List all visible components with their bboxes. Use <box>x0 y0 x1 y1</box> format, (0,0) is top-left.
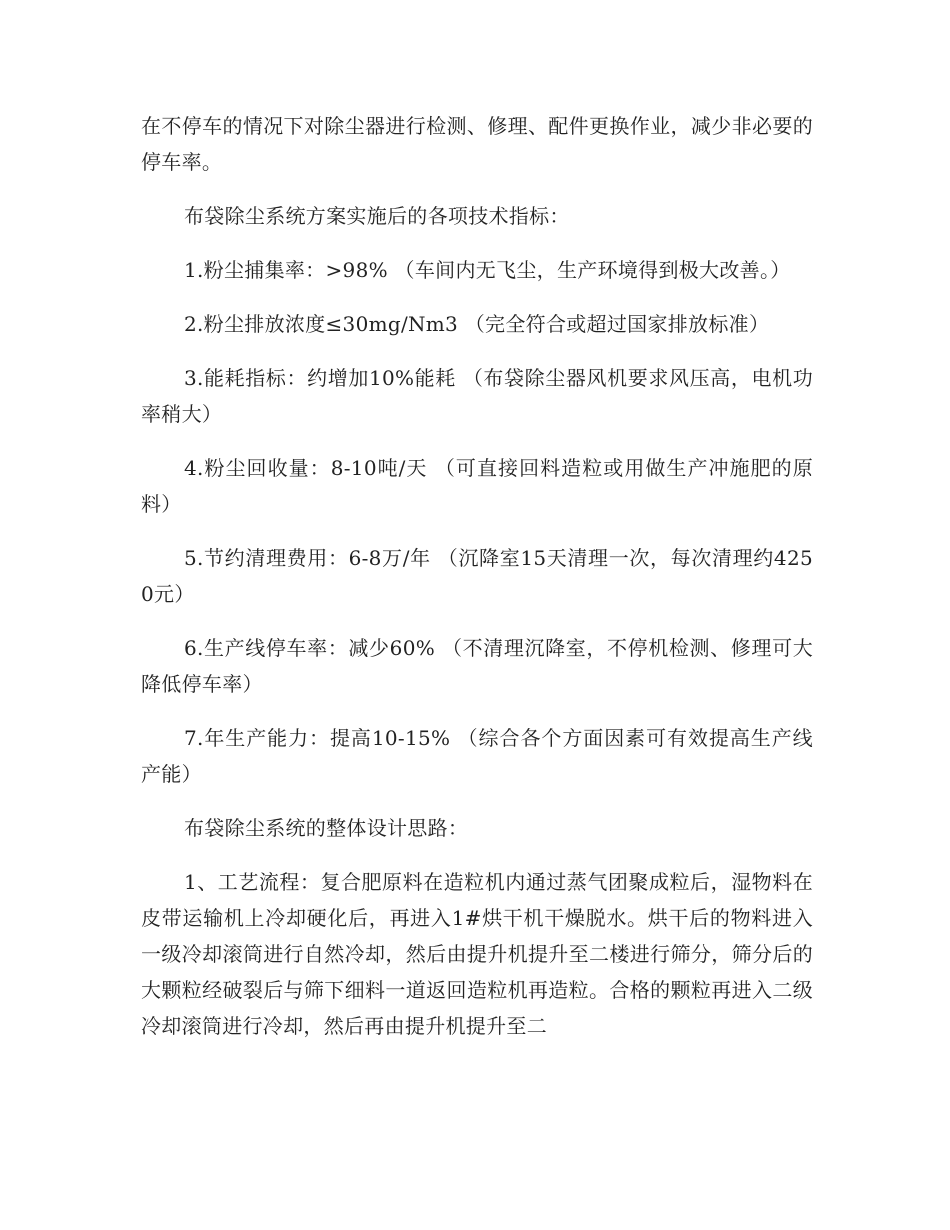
indicator-annual-capacity: 7.年生产能力：提高10-15% （综合各个方面因素可有效提高生产线产能） <box>141 726 813 786</box>
section-heading-design-concept: 布袋除尘系统的整体设计思路： <box>184 816 469 840</box>
paragraph-continuation: 在不停车的情况下对除尘器进行检测、修理、配件更换作业，减少非必要的停车率。 <box>141 114 813 174</box>
indicator-cleaning-cost-savings: 5.节约清理费用：6-8万/年 （沉降室15天清理一次，每次清理约4250元） <box>141 546 813 606</box>
document-body <box>141 108 813 1044</box>
paragraph-process-flow: 1、工艺流程：复合肥原料在造粒机内通过蒸气团聚成粒后，湿物料在皮带运输机上冷却硬化后，再进入1#烘干机干燥脱水。烘干后的物料进入一级冷却滚筒进行自然冷却，然后由提升机提升至二楼进行筛分，筛分后的大颗粒经破裂后与筛下细料一道返回造粒机再造粒。合格的颗粒再进入二级冷却滚筒进行冷却，然后再由提升机提升至二 <box>141 870 813 1038</box>
indicator-dust-recovery: 4.粉尘回收量：8-10吨/天 （可直接回料造粒或用做生产冲施肥的原料） <box>141 456 813 516</box>
indicator-energy-consumption: 3.能耗指标：约增加10%能耗 （布袋除尘器风机要求风压高，电机功率稍大） <box>141 366 813 426</box>
indicator-line-downtime: 6.生产线停车率：减少60% （不清理沉降室，不停机检测、修理可大降低停车率） <box>141 636 813 696</box>
indicator-dust-capture-rate: 1.粉尘捕集率：>98% （车间内无飞尘，生产环境得到极大改善。） <box>184 258 791 282</box>
indicator-emission-concentration: 2.粉尘排放浓度≤30mg/Nm3 （完全符合或超过国家排放标准） <box>184 312 770 336</box>
section-heading-technical-indicators: 布袋除尘系统方案实施后的各项技术指标： <box>184 204 570 228</box>
